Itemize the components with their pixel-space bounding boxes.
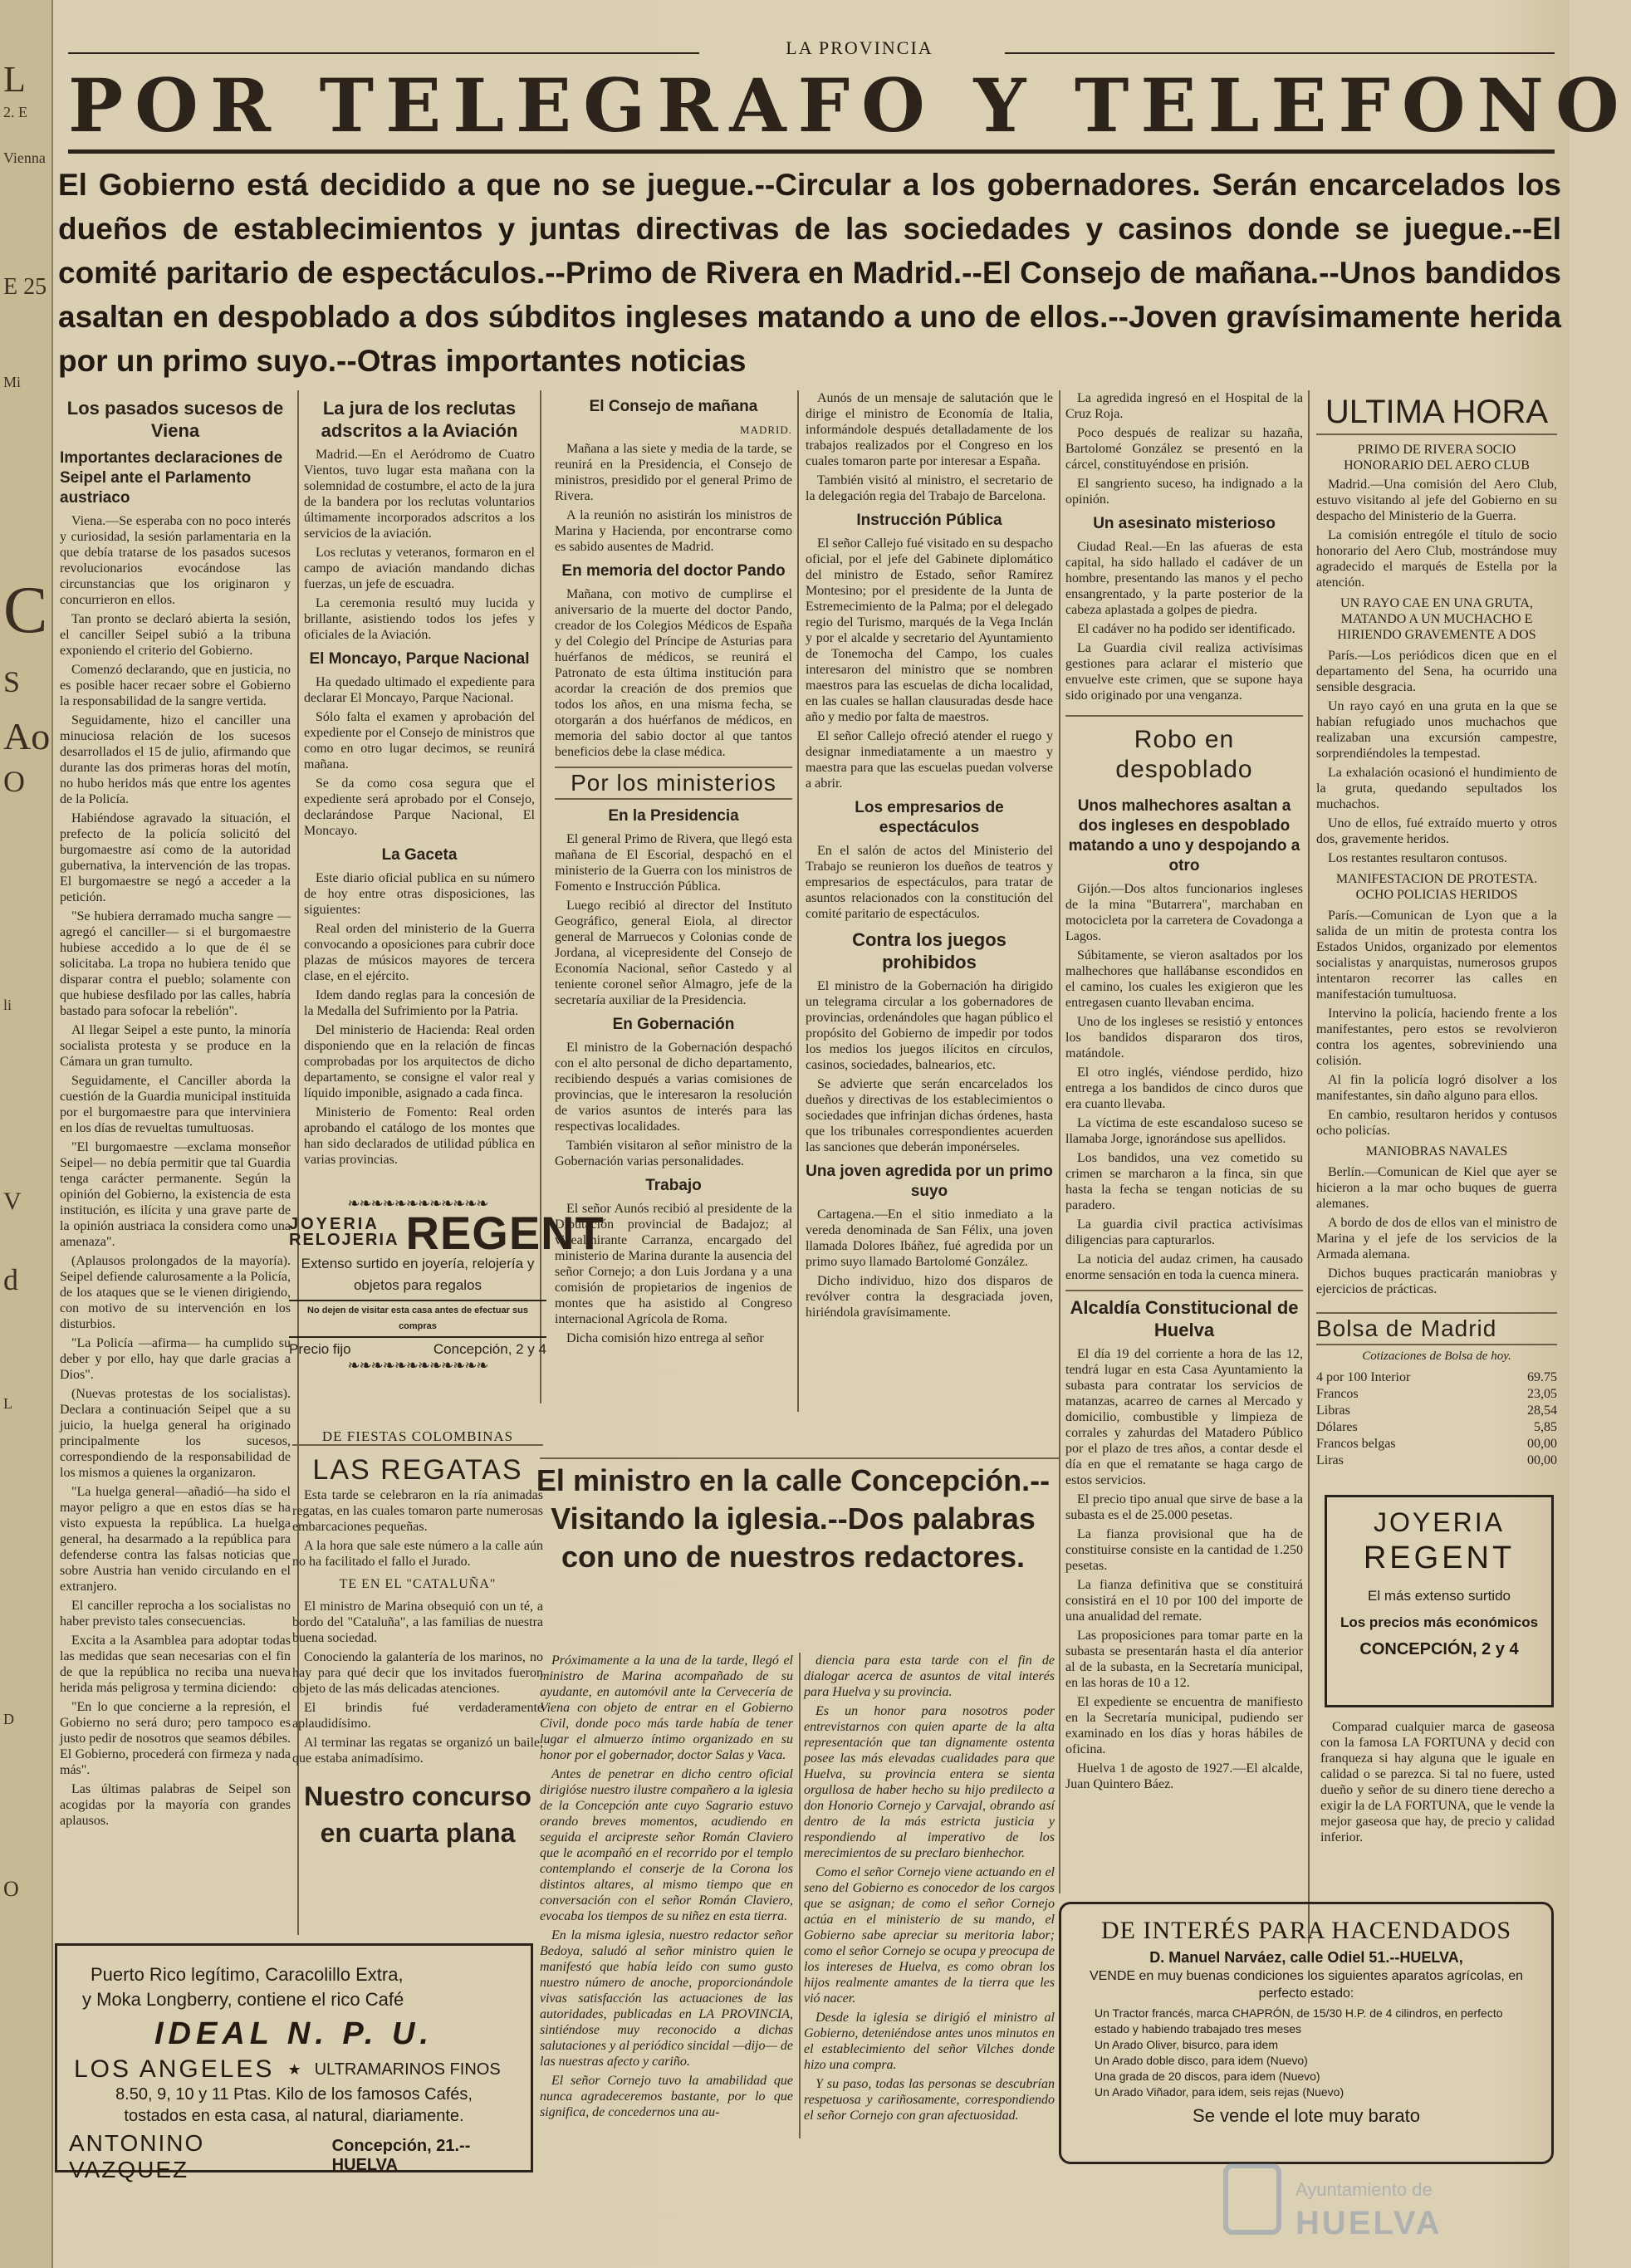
- column-divider: [797, 390, 799, 1412]
- paragraph: Seguidamente, hizo el canciller una minuciosa relación de los sucesos desarrollados el 15 de julio, afirmando que durante las dos primeras horas del motín, no hubo heridos más que entre los agentes de la Policía.: [60, 713, 291, 806]
- paragraph: Aunós de un mensaje de salutación que le dirige el ministro de Economía de Italia, informándole después detalladamente de los trabajos realizados por el Congreso en los cuales tomaron parte por interesar a España.: [806, 391, 1053, 468]
- article-title: Trabajo: [645, 1177, 702, 1194]
- fiestas-colombinas: [292, 1428, 543, 1927]
- ad-item: Un Arado Oliver, bisurco, para idem: [1095, 2038, 1278, 2051]
- previous-page-margin: [0, 0, 53, 2268]
- paragraph: El ministro de la Gobernación ha dirigido un telegrama circular a los gobernadores de provincias, ordenándoles que hagan público el propósito del Gobierno de impedir por todos los medios los juegos ilícitos en círculos, casinos, sociedades, balnearios, etc.: [806, 979, 1053, 1072]
- paragraph: El expediente se encuentra de manifiesto en la Secretaría municipal, pudiendo ser examinado en los días y horas hábiles de oficina.: [1065, 1695, 1303, 1756]
- ad-line: El más extenso surtido: [1368, 1588, 1511, 1604]
- paragraph: La fianza definitiva que se constituirá consistirá en el 10 por 100 del importe de una anualidad del remate.: [1065, 1578, 1303, 1624]
- paragraph: Luego recibió al director del Instituto Geográfico, general Eiola, al director general de Marruecos y Colonias conde de Jordana, al vicepresidente del Consejo de Economía Nacional, señor Castedo y al teniente coronel señor Almagro, jefe de la secretaría auxiliar de la Presidencia.: [555, 899, 792, 1007]
- paragraph: En el salón de actos del Ministerio del Trabajo se reunieron los dueños de teatros y empresarios de espectáculos, para tratar de asuntos relacionados con la constitución del comité paritario de espectáculos.: [806, 844, 1053, 921]
- article-title: Instrucción Pública: [856, 512, 1002, 529]
- ad-line: tostados en esta casa, al natural, diariamente.: [124, 2107, 464, 2125]
- paragraph: Poco después de realizar su hazaña, Bartolomé González se presentó en la cárcel, constituyéndose en prisión.: [1065, 426, 1303, 472]
- paragraph: El señor Callejo ofreció atender el ruego y designar inmediatamente a un maestro y maestra para que las escuelas puedan volverse a abrir.: [806, 729, 1053, 791]
- column-sucesos: [1065, 390, 1303, 1935]
- paragraph: El señor Cornejo tuvo la amabilidad que nunca agradeceremos bastante, por lo que significa, de concedernos una au-: [540, 2074, 793, 2119]
- fortuna-ad: [1320, 1719, 1555, 1893]
- paragraph: También visitaron al señor ministro de la Gobernación varias personalidades.: [555, 1139, 792, 1168]
- paragraph: Se advierte que serán encarcelados los dueños y directivas de los establecimientos o sociedades que infrinjan dichas órdenes, hasta que los tribunales correspondientes acuerden las sanciones que deberán imponérseles.: [806, 1077, 1053, 1154]
- column-consejo: [555, 390, 792, 1412]
- ad-line: JOYERIA: [289, 1215, 380, 1233]
- dateline: MADRID.: [740, 424, 792, 436]
- paragraph: Uno de ellos, fué extraído muerto y otros dos, gravemente heridos.: [1316, 816, 1557, 846]
- paragraph: "La huelga general—añadió—ha sido el mayor peligro a que en estos días se ha visto expuesta la república. La huelga general, ha desarmado a la república para defenderse contra las falsas noticias que sobre Austria han venido circulando en el extranjero.: [60, 1485, 291, 1594]
- bolsa-value: 00,00: [1527, 1453, 1557, 1467]
- bolsa-value: 5,85: [1534, 1420, 1557, 1434]
- bolsa-value: 28,54: [1527, 1403, 1557, 1418]
- paragraph: Madrid.—Una comisión del Aero Club, estuvo visitando al jefe del Gobierno en su despacho del Ministerio de la Guerra.: [1316, 478, 1557, 523]
- article-title: MANIFESTACION DE PROTESTA. OCHO POLICIAS HERIDOS: [1335, 872, 1538, 902]
- paragraph: Intervino la policía, haciendo frente a los manifestantes, pero estos se revolvieron contra los agentes, sobreviniendo una colisión.: [1316, 1007, 1557, 1068]
- article-title: En memoria del doctor Pando: [561, 562, 786, 580]
- paragraph: Cartagena.—En el sitio inmediato a la vereda denominada de San Félix, una joven llamada Dolores Ibáñez, fué agredida por un primo suyo llamado Bartolomé González.: [806, 1207, 1053, 1269]
- paragraph: Real orden del ministerio de la Guerra convocando a oposiciones para cubrir doce plazas de músicos mayores de tercera clase, en el ejército.: [304, 922, 535, 983]
- margin-fragment: C: [3, 574, 48, 647]
- article-subtitle: Importantes declaraciones de Seipel ante el Parlamento austriaco: [60, 449, 283, 507]
- paragraph: La víctima de este escandaloso suceso se llamaba Jorge, ignorándose sus apellidos.: [1065, 1116, 1303, 1146]
- paragraph: Comenzó declarando, que en justicia, no es posible hacer recaer sobre el Gobierno la responsabilidad de la sangre vertida.: [60, 663, 291, 708]
- article-title: Contra los juegos prohibidos: [852, 929, 1007, 972]
- article-subtitle: Unos malhechores asaltan a dos ingleses en despoblado matando a uno y despojando a otro: [1068, 797, 1300, 874]
- minister-feature-col-a: [540, 1653, 793, 2143]
- paragraph: Gijón.—Dos altos funcionarios ingleses de la mina "Butarrera", marchaban en motocicleta por la carretera de Covadonga a Lagos.: [1065, 882, 1303, 943]
- paragraph: Al fin la policía logró disolver a los manifestantes, sin daño alguno para ellos.: [1316, 1073, 1557, 1103]
- ad-line: Precio fijo: [289, 1341, 351, 1357]
- header-rule-right: [1005, 52, 1555, 54]
- paragraph: París.—Los periódicos dicen que en el departamento del Sena, ha ocurrido una sensible desgracia.: [1316, 649, 1557, 694]
- ad-line: RELOJERIA: [289, 1231, 399, 1249]
- paragraph: El canciller reprocha a los socialistas no haber previsto tales consecuencias.: [60, 1599, 291, 1629]
- ad-line: y Moka Longberry, contiene el rico Café: [82, 1989, 404, 2010]
- paragraph: Tan pronto se declaró abierta la sesión, el canciller Seipel subió a la tribuna exponiendo el criterio del Gobierno.: [60, 612, 291, 658]
- paragraph: Uno de los ingleses se resistió y entonces los bandidos dispararon dos tiros, matándole.: [1065, 1015, 1303, 1061]
- paragraph: "En lo que concierne a la represión, el Gobierno no será duro; pero tampoco es justo pedir de nosotros que seamos débiles. El Gobierno, procederá con firmeza y nada más".: [60, 1700, 291, 1777]
- margin-fragment: li: [3, 997, 12, 1013]
- bolsa-label: Libras: [1316, 1403, 1350, 1418]
- paragraph: Ciudad Real.—En las afueras de esta capital, ha sido hallado el cadáver de un hombre, presentando las manos y el pecho ensangrentado, y la parte posterior de la cabeza aplastada a golpes de piedra.: [1065, 540, 1303, 617]
- margin-fragment: D: [3, 1711, 14, 1727]
- margin-fragment: V: [3, 1188, 22, 1215]
- ornament-border: ❧❧❧❧❧❧❧❧❧❧❧❧: [347, 1195, 488, 1212]
- paragraph: El otro inglés, viéndose perdido, hizo entrega a los bandidos de cinco duros que era cuanto llevaba.: [1065, 1065, 1303, 1111]
- ad-item: Una grada de 20 discos, para idem (Nuevo): [1095, 2070, 1320, 2083]
- paragraph: A la reunión no asistirán los ministros de Marina y Hacienda, por encontrarse como es sabido ausentes de Madrid.: [555, 508, 792, 554]
- paragraph: París.—Comunican de Lyon que a la salida de un mitin de protesta contra los Estados Unidos, organizado por elementos socialistas y anarquistas, numerosos grupos intentaron recorrer las calles en manifestación tumultuosa.: [1316, 909, 1557, 1002]
- article-title: En la Presidencia: [608, 807, 739, 825]
- section-kicker: DE FIESTAS COLOMBINAS: [292, 1428, 543, 1446]
- bolsa-value: 23,05: [1527, 1387, 1557, 1401]
- paragraph: Dichos buques practicarán maniobras y ejercicios de prácticas.: [1316, 1266, 1557, 1296]
- ad-line: D. Manuel Narváez, calle Odiel 51.--HUELVA,: [1149, 1949, 1463, 1966]
- paragraph: Al llegar Seipel a este punto, la minoría socialista protesta y se produce en la Cámara un gran tumulto.: [60, 1023, 291, 1069]
- ad-brand: REGENT: [1363, 1541, 1516, 1575]
- margin-fragment: Ao: [3, 715, 51, 757]
- ad-footer: Se vende el lote muy barato: [1193, 2105, 1420, 2126]
- paragraph: El ministro de Marina obsequió con un té, a bordo del "Cataluña", a las familias de nuestra buena sociedad.: [292, 1599, 543, 1645]
- paragraph: Y su paso, todas las personas se descubrían respetuosa y cariñosamente, correspondiendo el señor Cornejo con gran afectuosidad.: [804, 2077, 1055, 2123]
- paragraph: Mañana a las siete y media de la tarde, se reunirá en la Presidencia, el Consejo de ministros, presidido por el general Primo de Rivera.: [555, 442, 792, 503]
- ad-item: Un Arado Viñador, para idem, seis rejas (Nuevo): [1095, 2085, 1344, 2099]
- paragraph: Los restantes resultaron contusos.: [1328, 851, 1507, 865]
- bolsa-row: [1316, 1386, 1557, 1403]
- paragraph: Desde la iglesia se dirigió el ministro al Gobierno, deteniéndose antes unos minutos en el establecimiento del señor Vilches donde hizo una compra.: [804, 2011, 1055, 2072]
- bolsa-label: Liras: [1316, 1453, 1344, 1467]
- paragraph: La ceremonia resultó muy lucida y brillante, asistiendo todos los jefes y oficiales de la Aviación.: [304, 596, 535, 642]
- regent-ad-1: [289, 1195, 605, 1445]
- bolsa-row: [1316, 1436, 1557, 1452]
- paragraph: El brindis fué verdaderamente aplaudidísimo.: [292, 1701, 543, 1731]
- paragraph: Próximamente a la una de la tarde, llegó el ministro de Marina acompañado de su ayudante, en automóvil ante la Cervecería de Viena con objeto de entrar en el Gobierno Civil, donde poco más tarde había de tener lugar el almuerzo íntimo organizado en su honor por el gobernador, doctor Salas y Vaca.: [540, 1653, 793, 1762]
- article-title: Un asesinato misterioso: [1093, 515, 1276, 532]
- paragraph: La Guardia civil realiza activísimas gestiones para aclarar el misterio que envuelve este crimen, que se supone haya sido originado por una venganza.: [1065, 641, 1303, 703]
- bolsa-label: 4 por 100 Interior: [1316, 1370, 1411, 1384]
- bolsa-row: [1316, 1403, 1557, 1419]
- ad-brand: REGENT: [405, 1206, 605, 1259]
- front-headline: El Gobierno está decidido a que no se juegue.--Circular a los gobernadores. Serán encarcelados los dueños de establecimientos y juntas directivas de las sociedades y casinos donde se juegue.--El comité paritario de espectáculos.--Primo de Rivera en Madrid.--El Consejo de mañana.--Unos bandidos asaltan en despoblado a dos súbditos ingleses matando a uno de ellos.--Joven gravísimamente herida por un primo suyo.--Otras importantes noticias: [58, 168, 1561, 378]
- article-subtitle: TE EN EL "CATALUÑA": [339, 1577, 497, 1591]
- article-title: La Gaceta: [381, 846, 458, 864]
- section-title: ULTIMA HORA: [1316, 390, 1557, 435]
- paragraph: El general Primo de Rivera, que llegó esta mañana de El Escorial, despachó en el ministerio de la Guerra con los ministros de Fomento e Instrucción Pública.: [555, 832, 792, 894]
- paragraph: Sólo falta el examen y aprobación del expediente por el Consejo de ministros que como en otro lugar decimos, se reunirá mañana.: [304, 710, 535, 772]
- paragraph: Los bandidos, una vez cometido su crimen se marcharon a la finca, sin que hasta la fecha se tengan noticias de su paradero.: [1065, 1151, 1303, 1212]
- margin-fragment: 2. E: [3, 104, 27, 120]
- masthead-rule: [68, 149, 1555, 154]
- margin-fragment: O: [3, 1877, 19, 1901]
- paragraph: La fianza provisional que ha de constituirse consiste en la cantidad de 1.250 pesetas.: [1065, 1527, 1303, 1573]
- bolsa-table: [1316, 1369, 1557, 1469]
- paragraph: En la misma iglesia, nuestro redactor señor Bedoya, saludó al señor ministro quien le manifestó que había leído con sumo gusto nuestro número de anoche, proporcionándole vivas satisfacción las actuaciones de las autoridades, publicadas en LA PROVINCIA, sintiéndose muy reconocido a dichas salutaciones y al periódico sincidal —dijo— de las nuestras afecto y cariño.: [540, 1928, 793, 2069]
- paragraph: Al terminar las regatas se organizó un baile, que estaba animadísimo.: [292, 1736, 543, 1766]
- ad-brand: IDEAL N. P. U.: [154, 2016, 433, 2051]
- article-title: Alcaldía Constitucional de Huelva: [1065, 1290, 1303, 1341]
- bolsa-value: 69.75: [1527, 1370, 1557, 1384]
- paragraph: En cambio, resultaron heridos y contusos ocho policías.: [1316, 1108, 1557, 1138]
- paragraph: Comparad cualquier marca de gaseosa con la famosa LA FORTUNA y decid con franqueza si hay alguna que le iguale en calidad o se parezca. Si tal no fuere, usted dueño y señor de su dinero tiene derecho a exigir la de LA FORTUNA, que le vende la mejor gaseosa que hay, de precio y calidad inferior.: [1320, 1720, 1555, 1844]
- paragraph: Berlín.—Comunican de Kiel que ayer se hicieron a la mar ocho buques de guerra alemanes.: [1316, 1165, 1557, 1211]
- newspaper-name: LA PROVINCIA: [786, 37, 933, 58]
- bolsa-label: Francos: [1316, 1387, 1359, 1401]
- ad-note: No dejen de visitar esta casa antes de efectuar sus compras: [289, 1300, 546, 1338]
- paragraph: (Aplausos prolongados de la mayoría). Seipel defiende calurosamente a la Policía, de los ataques que se le vienen dirigiendo, con motivo de su intervención en los disturbios.: [60, 1254, 291, 1331]
- article-title: La jura de los reclutas adscritos a la Aviación: [321, 398, 518, 441]
- column-ministerios: [806, 390, 1053, 1412]
- paragraph: Como el señor Cornejo viene actuando en el seno del Gobierno es conocedor de los cargos que se asignan; de como el señor Cornejo actúa en el ministerio de su mando, el Gobierno sabe apreciar su meritoria labor; como el señor Cornejo se ocupa y preocupa de los intereses de Huelva, es como obran los hijos realmente amantes de la tierra que les vió nacer.: [804, 1865, 1055, 2006]
- ad-address: CONCEPCIÓN, 2 y 4: [1359, 1640, 1519, 1658]
- feature-rule: [540, 1457, 1059, 1459]
- regent-ad-2: [1325, 1495, 1554, 1707]
- ad-line: Los precios más económicos: [1340, 1614, 1539, 1630]
- ad-line: JOYERIA: [1374, 1507, 1505, 1537]
- bolsa-subtitle: Cotizaciones de Bolsa de hoy.: [1362, 1350, 1511, 1363]
- margin-fragment: O: [3, 765, 25, 798]
- column-divider: [799, 1653, 801, 2138]
- bolsa-row: [1316, 1419, 1557, 1436]
- paragraph: Habiéndose agravado la situación, el prefecto de la policía solicitó del burgomaestre así como de la autoridad gubernativa, la intervención de las tropas. El burgomaestre se negó a acceder a la petición.: [60, 811, 291, 904]
- paragraph: Excita a la Asamblea para adoptar todas las medidas que sean necesarias con el fin de que la república no reciba una nueva herida más peligrosa y termina diciendo:: [60, 1634, 291, 1695]
- ad-line: VENDE en muy buenas condiciones los siguientes aparatos agrícolas, en perfecto estado:: [1089, 1969, 1524, 2001]
- ad-item: Un Arado doble disco, para idem (Nuevo): [1095, 2054, 1308, 2067]
- ad-line: Puerto Rico legítimo, Caracolillo Extra,: [91, 1964, 404, 1985]
- paragraph: diencia para esta tarde con el fin de dialogar acerca de asuntos de vital interés para Huelva y su provincia.: [804, 1653, 1055, 1699]
- hacendados-ad: [1059, 1902, 1554, 2164]
- margin-fragment: Vienna: [3, 149, 46, 166]
- bolsa-value: 00,00: [1527, 1437, 1557, 1451]
- article-title: Una joven agredida por un primo suyo: [806, 1163, 1053, 1200]
- bolsa-row: [1316, 1452, 1557, 1469]
- paragraph: Las últimas palabras de Seipel son acogidas por la mayoría con grandes aplausos.: [60, 1782, 291, 1828]
- article-title: LAS REGATAS: [312, 1454, 523, 1486]
- paragraph: Madrid.—En el Aeródromo de Cuatro Vientos, tuvo lugar esta mañana con la solemnidad de costumbre, el acto de la jura de la bandera por los reclutas voluntarios últimamente incorporados adscritos a los servicios de la aviación.: [304, 448, 535, 541]
- watermark-line: HUELVA: [1295, 2205, 1442, 2241]
- paragraph: Esta tarde se celebraron en la ría animadas regatas, en las cuales tomaron parte numerosas embarcaciones pequeñas.: [292, 1488, 543, 1534]
- paragraph: Idem dando reglas para la concesión de la Medalla del Sufrimiento por la Patria.: [304, 988, 535, 1018]
- paragraph: El cadáver no ha podido ser identificado.: [1077, 622, 1295, 636]
- section-title: Bolsa de Madrid: [1316, 1312, 1557, 1345]
- huelva-watermark: [1221, 2159, 1520, 2251]
- ad-address: Concepción, 21.--HUELVA: [331, 2137, 471, 2174]
- ad-address: Concepción, 2 y 4: [433, 1341, 546, 1357]
- paragraph: Los reclutas y veteranos, formaron en el campo de aviación mandando dichas fuerzas, un jefe de escuadra.: [304, 546, 535, 591]
- article-title: Robo en despoblado: [1065, 715, 1303, 785]
- paragraph: "El burgomaestre —exclama monseñor Seipel— no debía permitir que tal Guardia tenga carácter permanente. Según la opinión del Gobierno, la existencia de esta institución, es ilícita y una grave parte de la opinión austriaca la considera como una amenaza".: [60, 1140, 291, 1249]
- paragraph: La comisión entrególe el título de socio honorario del Aero Club, mostrándose muy agradecido el marqués de Estella por la atención.: [1316, 528, 1557, 590]
- paragraph: A bordo de dos de ellos van el ministro de Marina y el jefe de los servicios de la Armada alemana.: [1316, 1216, 1557, 1261]
- ad-item: Un Tractor francés, marca CHAPRÓN, de 15/30 H.P. de 4 cilindros, en perfecto estado y habiendo trabajado tres meses: [1095, 2006, 1503, 2035]
- ad-line: 8.50, 9, 10 y 11 Ptas. Kilo de los famosos Cafés,: [115, 2085, 473, 2104]
- column-aviacion: [304, 390, 535, 1221]
- margin-fragment: E 25: [3, 274, 47, 300]
- paragraph: Este diario oficial publica en su número de hoy entre otras disposiciones, las siguientes:: [304, 871, 535, 917]
- paragraph: El señor Callejo fué visitado en su despacho oficial, por el jefe del Gabinete diplomático del ministro de Estado, señor Ramírez Montesino; por el presidente de la Junta de Estremecimiento de la Palma; por el delegado regio del Turismo, marqués de la Vega Inclán y por el alcalde y secretario del Ayuntamiento de Tonemocha del Campo, los cuales interesaron del ministro que se nombren maestros para las escuelas de dicha localidad, en las cuales se hallan clausuradas desde hace año y medio por falta de maestros.: [806, 536, 1053, 724]
- paragraph: La noticia del audaz crimen, ha causado enorme sensación en toda la cuenca minera.: [1065, 1252, 1303, 1282]
- paragraph: A la hora que sale este número a la calle aún no ha facilitado el fallo el Jurado.: [292, 1539, 543, 1569]
- column-ultima-hora: [1316, 390, 1557, 1304]
- column-divider: [1059, 390, 1060, 1893]
- column-viena: [60, 390, 291, 1935]
- article-title: UN RAYO CAE EN UNA GRUTA, MATANDO A UN MUCHACHO E HIRIENDO GRAVEMENTE A DOS: [1337, 596, 1536, 642]
- paragraph: El ministro de la Gobernación despachó con el alto personal de dicho departamento, recibiendo después a varias comisiones de provincias, que le interesaron la resolución de varios asuntos de interés para las respectivas localidades.: [555, 1041, 792, 1134]
- paragraph: "Se hubiera derramado mucha sangre —agregó el canciller— si el burgomaestre hubiese accedido a lo que de él se solicitaba. La tropa no hubiera tenido que disparar contra el pueblo; solamente con que hubiese desfilado por las calles, habría bastado para sofocar la rebelión".: [60, 909, 291, 1018]
- minister-feature-title: [531, 1462, 1055, 1636]
- ad-owner: ANTONINO VAZQUEZ: [69, 2130, 205, 2182]
- paragraph: Se da como cosa segura que el expediente será aprobado por el Consejo, declarándose Parque Nacional, El Moncayo.: [304, 776, 535, 838]
- cafe-ad: [55, 1943, 533, 2182]
- paragraph: Es un honor para nosotros poder entrevistarnos con quien aparte de la alta representación que tan dignamente ostenta posee las más elevadas cualidades para que Huelva, su provincia entera se sienta orgullosa de haber hecho su hijo predilecto a don Honorio Cornejo y Carvajal, obrando así dentro de la más estricta justicia y respondiendo al imperativo de los merecimientos de su preclaro bienhechor.: [804, 1704, 1055, 1860]
- paragraph: La guardia civil practica activísimas diligencias para capturarlos.: [1065, 1217, 1303, 1247]
- minister-feature-col-b: [804, 1653, 1055, 2143]
- article-title: Los empresarios de espectáculos: [855, 799, 1004, 836]
- star-icon: ★: [287, 2060, 301, 2079]
- paragraph: El sangriento suceso, ha indignado a la opinión.: [1065, 477, 1303, 507]
- article-title: El Consejo de mañana: [589, 398, 758, 415]
- ad-title: DE INTERÉS PARA HACENDADOS: [1100, 1917, 1512, 1944]
- margin-fragment: d: [3, 1263, 18, 1296]
- article-title: PRIMO DE RIVERA SOCIO HONORARIO DEL AERO CLUB: [1344, 443, 1530, 473]
- paragraph: Ministerio de Fomento: Real orden aprobando el catálogo de los montes que han sido declarados de utilidad pública en varias provincias.: [304, 1105, 535, 1167]
- paragraph: Viena.—Se esperaba con no poco interés y curiosidad, la sesión parlamentaria en la que debía tratarse de los pasados sucesos revolucionarios evocándose las circunstancias que los originaron y concurrieron en ellos.: [60, 514, 291, 607]
- shield-icon: [1226, 2166, 1279, 2232]
- column-divider: [1308, 390, 1310, 1943]
- bolsa-row: [1316, 1369, 1557, 1386]
- paragraph: El precio tipo anual que sirve de base a la subasta es el de 25.000 pesetas.: [1065, 1492, 1303, 1522]
- article-title: MANIOBRAS NAVALES: [1365, 1144, 1508, 1158]
- paragraph: Del ministerio de Hacienda: Real orden disponiendo que en la relación de fincas comprobadas por los arquitectos de dicho departamento, se consigne el valor real y líquido imponible, asignado a cada finca.: [304, 1023, 535, 1100]
- header-rule-left: [68, 52, 699, 54]
- paragraph: Seguidamente, el Canciller aborda la cuestión de la Guardia municipal instituida por el burgomaestre para que interviniera en los días de revueltas tumultuosas.: [60, 1074, 291, 1135]
- margin-fragment: L: [3, 1395, 12, 1412]
- paragraph: El día 19 del corriente a hora de las 12, tendrá lugar en esta Casa Ayuntamiento la subasta para contratar los servicios de matanzas, acarreo de carnes al Mercado y domicilio, combustible y limpieza de corrales y zahurdas del Matadero Público por el plazo de tres años, a contar desde el día en que el rematante se haga cargo de estos servicios.: [1065, 1347, 1303, 1487]
- ad-item-list: [1061, 2002, 1551, 2104]
- article-title: Los pasados sucesos de Viena: [66, 398, 284, 441]
- ad-line: ULTRAMARINOS FINOS: [314, 2060, 501, 2079]
- concurso-notice: Nuestro concurso en cuarta plana: [304, 1781, 531, 1848]
- bolsa-label: Dólares: [1316, 1420, 1358, 1434]
- signature-line: Huelva 1 de agosto de 1927.—El alcalde, Juan Quintero Báez.: [1065, 1761, 1303, 1791]
- ad-line: Extenso surtido en joyería, relojería y objetos para regalos: [301, 1256, 535, 1293]
- paragraph: También visitó al ministro, el secretario de la delegación regia del Trabajo de Barcelona.: [806, 473, 1053, 503]
- section-title: Por los ministerios: [555, 767, 792, 800]
- bolsa-de-madrid: [1316, 1312, 1557, 1478]
- margin-fragment: S: [3, 665, 21, 698]
- margin-fragment: L: [3, 59, 26, 100]
- paragraph: Mañana, con motivo de cumplirse el aniversario de la muerte del doctor Pando, creador de los Colegios Médicos de España y del Colegio del Príncipe de Asturias para huérfanos de médicos, se reunirá el Patronato de esta última institución para acordar la creación de dos premios que todos los años, en una misma fecha, se otorgarán a dos huérfanos de médicos, en memoria del sabio doctor al que tantos beneficios debe la clase médica.: [555, 587, 792, 759]
- paragraph: Las proposiciones para tomar parte en la subasta se presentarán hasta el día anterior al de la subasta, en la Secretaría municipal, en las horas de 10 a 12.: [1065, 1629, 1303, 1690]
- paragraph: (Nuevas protestas de los socialistas). Declara a continuación Seipel que a su juicio, la huelga general ha originado principalmente los sucesos, correspondiendo de la responsabilidad de los mismos a quienes la organizaron.: [60, 1387, 291, 1480]
- article-title: El ministro en la calle Concepción.--Visitando la iglesia.--Dos palabras con uno de nuestros redactores.: [536, 1463, 1051, 1574]
- paragraph: Antes de penetrar en dicho centro oficial dirigióse nuestro ilustre compañero a la iglesia de la Concepción ante cuyo Sagrario estuvo orando breves momentos, acudiendo en seguida el arcipreste señor Román Claviero que le acompañó en el recorrido por el templo contemplando el conserje de la Corona los distintos altares, al mismo tiempo que en conversación con el señor Román Claviero, evocaba los tiempos de su niñez en esta tierra.: [540, 1767, 793, 1923]
- paragraph: Ha quedado ultimado el expediente para declarar El Moncayo, Parque Nacional.: [304, 675, 535, 705]
- watermark-line: Ayuntamiento de: [1295, 2179, 1433, 2200]
- margin-fragment: Mi: [3, 374, 22, 390]
- bolsa-label: Francos belgas: [1316, 1437, 1396, 1451]
- article-title: El Moncayo, Parque Nacional: [309, 650, 530, 668]
- paragraph: La agredida ingresó en el Hospital de la Cruz Roja.: [1065, 391, 1303, 421]
- article-title: En Gobernación: [612, 1016, 735, 1033]
- paragraph: "La Policía —afirma— ha cumplido su deber y por ello, hay que darle gracias a Dios".: [60, 1336, 291, 1382]
- paragraph: Dicho individuo, hizo dos disparos de revólver contra la desgraciada joven, hiriéndola gravísimamente.: [806, 1274, 1053, 1320]
- paragraph: La exhalación ocasionó el hundimiento de la gruta, quedando sepultados los muchachos.: [1316, 766, 1557, 811]
- ornament-border: ❧❧❧❧❧❧❧❧❧❧❧❧: [347, 1357, 488, 1374]
- ad-store: LOS ANGELES: [74, 2055, 275, 2083]
- paragraph: Conociendo la galantería de los marinos, no hay para qué decir que los invitados fueron objeto de las más delicadas atenciones.: [292, 1650, 543, 1696]
- paragraph: Un rayo cayó en una gruta en la que se habían refugiado unos muchachos que realizaban una excursión campestre, sorprendiéndoles la tempestad.: [1316, 699, 1557, 761]
- paragraph: El señor Aunós recibió al presidente de la Diputación provincial de Badajoz; al vicealmirante Carranza, encargado del ministerio de Marina durante la ausencia del señor Cornejo; a don Luis Jordana y a una comisión de propietarios de ingenios de montes que ha asistido al Congreso internacional Agrícola de Roma.: [555, 1202, 792, 1326]
- paragraph: Súbitamente, se vieron asaltados por los malhechores que hallábanse escondidos en el camino, los cuales les exigieron que les entregasen cuanto llevaban encima.: [1065, 948, 1303, 1010]
- section-masthead: POR TELEGRAFO Y TELEFONO: [68, 62, 1631, 149]
- paragraph: Dicha comisión hizo entrega al señor: [566, 1331, 764, 1345]
